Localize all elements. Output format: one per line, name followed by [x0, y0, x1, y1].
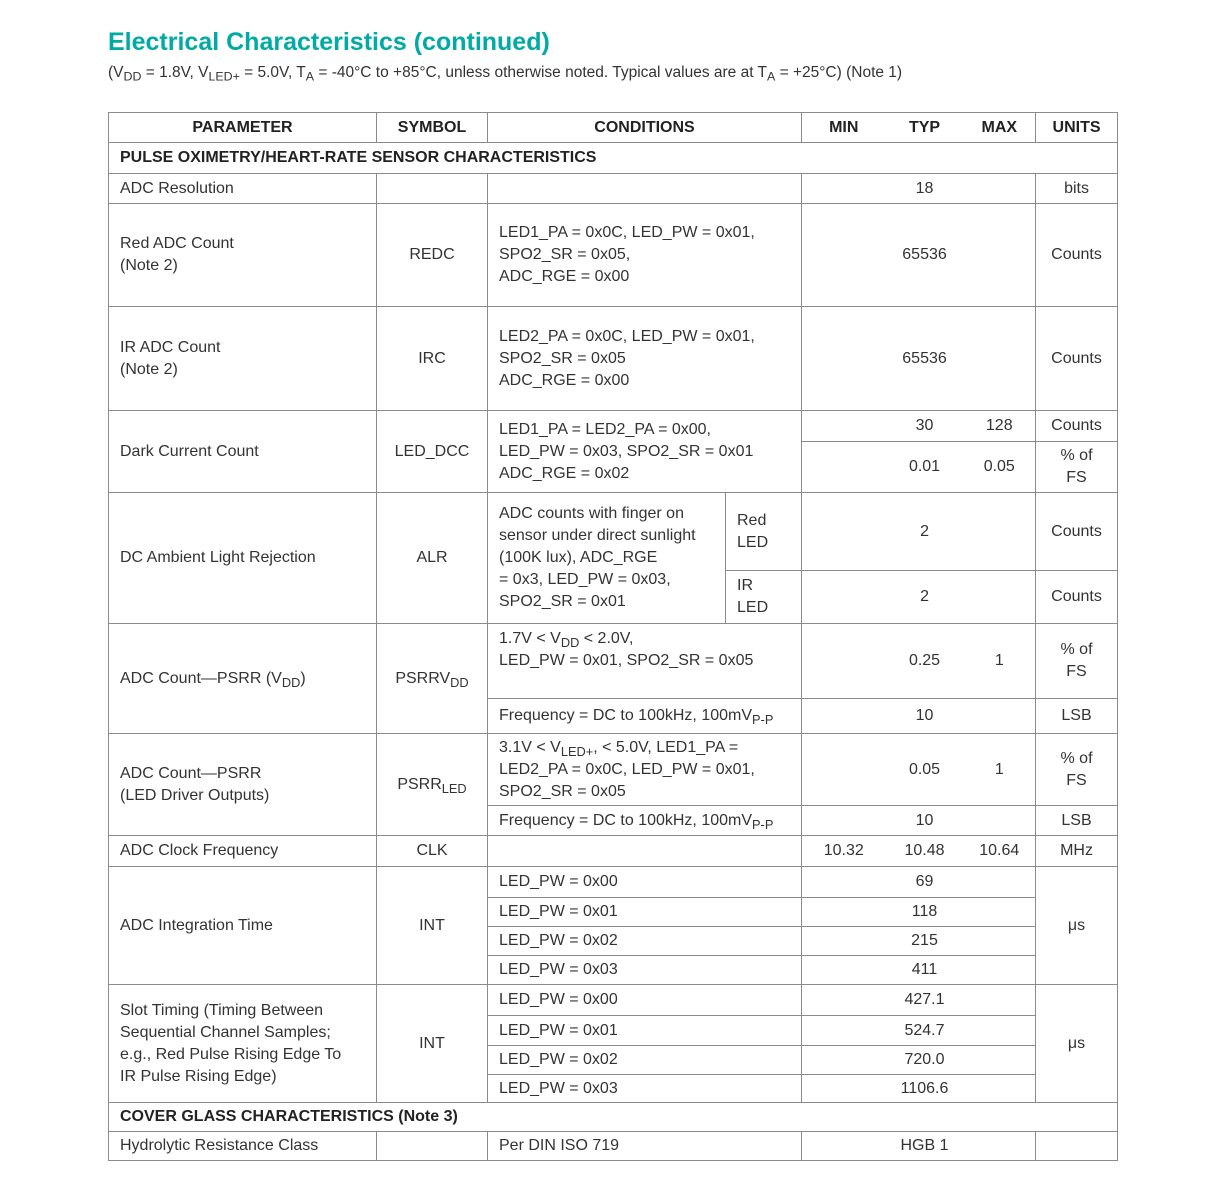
- section-title: PULSE OXIMETRY/HEART-RATE SENSOR CHARACTERISTICS: [109, 143, 1118, 174]
- conditions: [488, 174, 802, 204]
- section-row: [109, 1103, 1118, 1132]
- parameter: [109, 985, 377, 1103]
- max: [964, 1046, 1036, 1075]
- table-row: [109, 624, 1118, 699]
- min: [802, 806, 886, 836]
- parameter: [109, 204, 377, 307]
- min: [802, 442, 886, 493]
- units: MHz: [1036, 836, 1118, 867]
- conditions: Per DIN ISO 719: [488, 1132, 802, 1161]
- conditions: [488, 204, 802, 307]
- typ: 10: [886, 699, 964, 734]
- conditions: [488, 734, 802, 806]
- text: Frequency = DC to 100kHz, 100mV: [499, 811, 753, 829]
- conditions-note: [108, 64, 902, 82]
- max: [964, 307, 1036, 411]
- typ: 427.1: [886, 985, 964, 1016]
- text: Slot Timing (Timing Between: [120, 1001, 324, 1019]
- text: PSRR: [397, 775, 442, 793]
- parameter: [109, 307, 377, 411]
- text: e.g., Red Pulse Rising Edge To: [120, 1045, 342, 1063]
- typ: 10.48: [886, 836, 964, 867]
- text: LED1_PA = 0x0C, LED_PW = 0x01,: [499, 224, 755, 241]
- led-label: [726, 493, 802, 571]
- min: [802, 174, 886, 204]
- header-symbol: SYMBOL: [377, 113, 488, 143]
- symbol: INT: [377, 867, 488, 985]
- max: 128: [964, 411, 1036, 442]
- min: [802, 1016, 886, 1046]
- electrical-characteristics-table: [108, 112, 1118, 1161]
- header-typ: TYP: [886, 113, 964, 143]
- symbol: [377, 624, 488, 734]
- min: [802, 699, 886, 734]
- parameter: Hydrolytic Resistance Class: [109, 1132, 377, 1161]
- text: SPO2_SR = 0x05,: [499, 246, 631, 263]
- text: A: [767, 69, 776, 84]
- text: FS: [1066, 663, 1087, 680]
- symbol: [377, 734, 488, 836]
- max: [964, 867, 1036, 898]
- max: [964, 1016, 1036, 1046]
- text: LED: [737, 533, 769, 551]
- text: < 2.0V,: [579, 630, 634, 647]
- text: P-P: [752, 816, 774, 832]
- conditions: LED_PW = 0x00: [488, 985, 802, 1016]
- typ: 0.25: [886, 624, 964, 699]
- min: 10.32: [802, 836, 886, 867]
- text: DD: [281, 674, 301, 690]
- led-label: [726, 571, 802, 624]
- conditions: [488, 836, 802, 867]
- min: [802, 307, 886, 411]
- min: [802, 927, 886, 956]
- conditions: LED_PW = 0x01: [488, 1016, 802, 1046]
- min: [802, 493, 886, 571]
- typ: 720.0: [886, 1046, 964, 1075]
- max: 10.64: [964, 836, 1036, 867]
- units: LSB: [1036, 699, 1118, 734]
- units: [1036, 442, 1118, 493]
- min: [802, 1132, 886, 1161]
- typ: 69: [886, 867, 964, 898]
- conditions: [488, 411, 802, 493]
- table-row: [109, 836, 1118, 867]
- parameter: DC Ambient Light Rejection: [109, 493, 377, 624]
- text: % of: [1060, 641, 1093, 658]
- conditions: LED_PW = 0x03: [488, 956, 802, 985]
- header-row: [109, 113, 1118, 143]
- typ: 10: [886, 806, 964, 836]
- header-parameter: PARAMETER: [109, 113, 377, 143]
- parameter: ADC Resolution: [109, 174, 377, 204]
- text: [499, 737, 790, 759]
- min: [802, 734, 886, 806]
- text: (V: [108, 64, 124, 81]
- text: LED+: [560, 743, 594, 759]
- header-units: UNITS: [1036, 113, 1118, 143]
- text: IR Pulse Rising Edge): [120, 1067, 277, 1085]
- section-title: COVER GLASS CHARACTERISTICS (Note 3): [109, 1103, 1118, 1132]
- text: LED1_PA = LED2_PA = 0x00,: [499, 420, 711, 438]
- typ: 65536: [886, 307, 964, 411]
- conditions: LED_PW = 0x00: [488, 867, 802, 898]
- conditions: LED_PW = 0x02: [488, 1046, 802, 1075]
- typ: 0.01: [886, 442, 964, 493]
- text: DD: [450, 674, 469, 690]
- max: [964, 1075, 1036, 1103]
- text: LED2_PA = 0x0C, LED_PW = 0x01,: [499, 760, 755, 778]
- symbol: IRC: [377, 307, 488, 411]
- min: [802, 898, 886, 927]
- text: ADC Count—PSRR (V: [120, 669, 282, 687]
- min: [802, 624, 886, 699]
- header-min: MIN: [802, 113, 886, 143]
- typ: 18: [886, 174, 964, 204]
- min: [802, 571, 886, 624]
- typ: 2: [886, 571, 964, 624]
- max: [964, 956, 1036, 985]
- text: FS: [1066, 771, 1087, 789]
- text: PSRRV: [395, 669, 451, 687]
- text: SPO2_SR = 0x05: [499, 782, 626, 800]
- text: (Note 2): [120, 360, 178, 378]
- header-conditions: CONDITIONS: [488, 113, 802, 143]
- text: SPO2_SR = 0x01: [499, 593, 626, 610]
- text: Frequency = DC to 100kHz, 100mV: [499, 707, 753, 724]
- text: Red ADC Count: [120, 235, 234, 252]
- min: [802, 956, 886, 985]
- text: = 1.8V, V: [141, 64, 209, 81]
- typ: 215: [886, 927, 964, 956]
- conditions: LED_PW = 0x03: [488, 1075, 802, 1103]
- table-row: [109, 204, 1118, 307]
- table-row: [109, 174, 1118, 204]
- min: [802, 1046, 886, 1075]
- parameter: Dark Current Count: [109, 411, 377, 493]
- text: SPO2_SR = 0x05: [499, 349, 626, 367]
- text: ADC_RGE = 0x00: [499, 371, 630, 389]
- min: [802, 867, 886, 898]
- max: [964, 1132, 1036, 1161]
- page-title: Electrical Characteristics (continued): [108, 28, 550, 56]
- table-row: [109, 985, 1118, 1016]
- symbol: REDC: [377, 204, 488, 307]
- units: bits: [1036, 174, 1118, 204]
- max: [964, 985, 1036, 1016]
- text: (Note 2): [120, 257, 178, 274]
- text: = 5.0V, T: [239, 64, 306, 81]
- units: [1036, 624, 1118, 699]
- units: Counts: [1036, 493, 1118, 571]
- typ: 30: [886, 411, 964, 442]
- text: ADC_RGE = 0x02: [499, 464, 630, 482]
- units: Counts: [1036, 204, 1118, 307]
- text: DD: [123, 69, 142, 84]
- table-row: [109, 734, 1118, 806]
- max: 1: [964, 624, 1036, 699]
- min: [802, 204, 886, 307]
- text: ADC_RGE = 0x00: [499, 268, 630, 285]
- min: [802, 1075, 886, 1103]
- units: [1036, 734, 1118, 806]
- typ: 65536: [886, 204, 964, 307]
- min: [802, 411, 886, 442]
- typ: 1106.6: [886, 1075, 964, 1103]
- section-row: [109, 143, 1118, 174]
- table-row: [109, 1132, 1118, 1161]
- text: (LED Driver Outputs): [120, 786, 270, 804]
- typ: HGB 1: [886, 1132, 964, 1161]
- parameter: [109, 624, 377, 734]
- text: LED: [441, 780, 467, 796]
- max: [964, 806, 1036, 836]
- text: , < 5.0V, LED1_PA =: [593, 738, 739, 756]
- units: LSB: [1036, 806, 1118, 836]
- symbol: CLK: [377, 836, 488, 867]
- text: LED_PW = 0x01, SPO2_SR = 0x05: [499, 652, 754, 669]
- text: ): [300, 669, 306, 687]
- parameter: ADC Integration Time: [109, 867, 377, 985]
- max: 0.05: [964, 442, 1036, 493]
- typ: 411: [886, 956, 964, 985]
- typ: 118: [886, 898, 964, 927]
- max: [964, 204, 1036, 307]
- text: 1.7V < V: [499, 630, 561, 647]
- text: IR ADC Count: [120, 338, 221, 356]
- conditions: [488, 806, 802, 836]
- text: LED+: [208, 69, 240, 84]
- conditions: [488, 699, 802, 734]
- symbol: LED_DCC: [377, 411, 488, 493]
- table-row: [109, 867, 1118, 898]
- text: ADC counts with finger on: [499, 505, 684, 522]
- symbol: INT: [377, 985, 488, 1103]
- text: % of: [1060, 447, 1093, 464]
- conditions: LED_PW = 0x01: [488, 898, 802, 927]
- text: ADC Count—PSRR: [120, 764, 262, 782]
- text: P-P: [752, 711, 774, 727]
- typ: 524.7: [886, 1016, 964, 1046]
- conditions: [488, 624, 802, 699]
- parameter: [109, 734, 377, 836]
- min: [802, 985, 886, 1016]
- text: 3.1V < V: [499, 738, 561, 756]
- conditions: LED_PW = 0x02: [488, 927, 802, 956]
- table-row: [109, 493, 1118, 571]
- units: Counts: [1036, 411, 1118, 442]
- table-row: [109, 411, 1118, 442]
- conditions: [488, 307, 802, 411]
- units: [1036, 1132, 1118, 1161]
- text: LED2_PA = 0x0C, LED_PW = 0x01,: [499, 327, 755, 345]
- header-max: MAX: [964, 113, 1036, 143]
- max: [964, 174, 1036, 204]
- typ: 0.05: [886, 734, 964, 806]
- symbol: [377, 174, 488, 204]
- text: FS: [1066, 469, 1087, 486]
- text: LED_PW = 0x03, SPO2_SR = 0x01: [499, 442, 754, 460]
- text: LED: [737, 599, 769, 616]
- text: sensor under direct sunlight: [499, 527, 696, 544]
- text: % of: [1060, 749, 1093, 767]
- text: Sequential Channel Samples;: [120, 1023, 331, 1041]
- symbol: [377, 1132, 488, 1161]
- text: Red: [737, 511, 767, 529]
- units: μs: [1036, 985, 1118, 1103]
- units: Counts: [1036, 307, 1118, 411]
- text: = +25°C) (Note 1): [775, 64, 903, 81]
- typ: 2: [886, 493, 964, 571]
- max: 1: [964, 734, 1036, 806]
- text: IR: [737, 577, 753, 594]
- units: Counts: [1036, 571, 1118, 624]
- text: [499, 628, 790, 650]
- symbol: ALR: [377, 493, 488, 624]
- parameter: ADC Clock Frequency: [109, 836, 377, 867]
- text: = -40°C to +85°C, unless otherwise noted. Typical values are at T: [314, 64, 768, 81]
- text: (100K lux), ADC_RGE: [499, 549, 658, 566]
- units: μs: [1036, 867, 1118, 985]
- max: [964, 493, 1036, 571]
- table-row: [109, 307, 1118, 411]
- text: A: [305, 69, 315, 84]
- conditions: [488, 493, 726, 624]
- max: [964, 927, 1036, 956]
- text: DD: [560, 634, 580, 650]
- text: = 0x3, LED_PW = 0x03,: [499, 571, 671, 588]
- max: [964, 699, 1036, 734]
- max: [964, 898, 1036, 927]
- max: [964, 571, 1036, 624]
